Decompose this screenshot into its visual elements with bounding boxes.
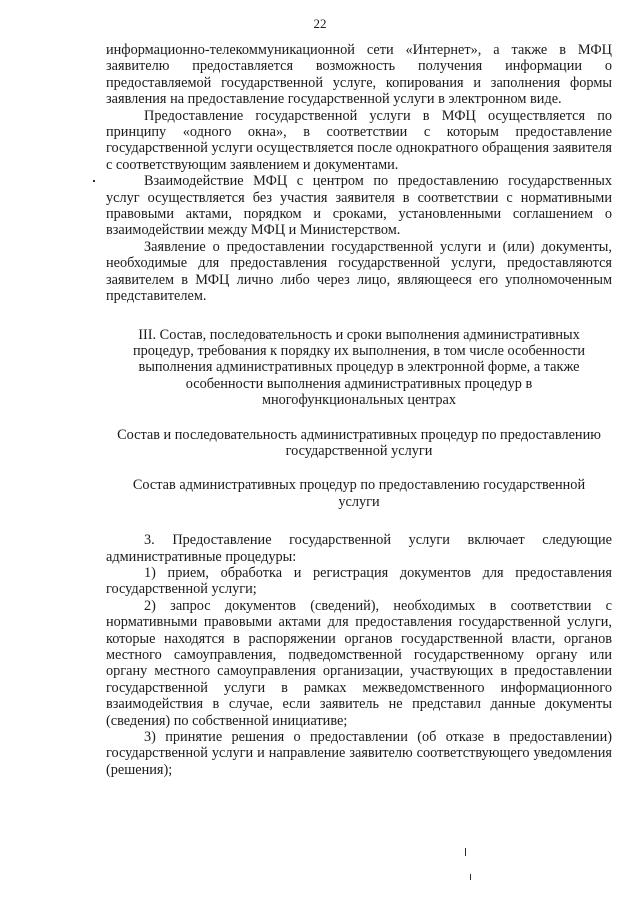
paragraph-application-submission: Заявление о предоставлении государственной услуги и (или) документы, необходимые для предоставления государственной услуги, предоставляются заявителем в МФЦ лично либо через лицо, являющееся его уполномоченным представителем. bbox=[106, 238, 612, 305]
paragraph-interaction: Взаимодействие МФЦ с центром по предоставлению государственных услуг осуществляется без участия заявителя в соответствии с нормативными правовыми актами, порядком и сроками, установленными соглашением о взаимодействии между МФЦ и Министерством. bbox=[106, 173, 612, 239]
paragraph-intro-continuation: информационно-телекоммуникационной сети «Интернет», а также в МФЦ заявителю предоставляется возможность получения информации о предоставляемой государственной услуге, копирования и заполнения формы заявления на предоставление государственной услуги в электронном виде. bbox=[106, 42, 612, 108]
subheading-composition-sequence: Состав и последовательность административных процедур по предоставлению государственной услуги bbox=[117, 426, 601, 459]
list-item-1: 1) прием, обработка и регистрация документов для предоставления государственной услуги; bbox=[106, 564, 612, 598]
spacer bbox=[106, 510, 612, 532]
spacer bbox=[106, 305, 612, 327]
section-heading: III. Состав, последовательность и сроки выполнения административных процедур, требования к порядку их выполнения, в том числе особенности выполнения административных процедур в электронной форме, а также особенности выполнения административных процедур в многофункциональных центрах bbox=[132, 326, 586, 409]
list-item-3: 3) принятие решения о предоставлении (об отказе в предоставлении) государственной услуги и направление заявителю соответствующего уведомления (решения); bbox=[106, 729, 612, 778]
scan-speck bbox=[465, 848, 466, 856]
spacer bbox=[106, 459, 612, 477]
page-number: 22 bbox=[313, 16, 327, 31]
scan-speck bbox=[470, 874, 471, 880]
scan-speck bbox=[93, 180, 95, 182]
spacer bbox=[106, 409, 612, 427]
document-body bbox=[106, 42, 612, 778]
subheading-composition: Состав административных процедур по предоставлению государственной услуги bbox=[132, 477, 586, 510]
paragraph-one-window: Предоставление государственной услуги в МФЦ осуществляется по принципу «одного окна», в соответствии с которым предоставление государственной услуги осуществляется после однократного обращения заявителя с соответствующим заявлением и документами. bbox=[106, 107, 612, 173]
list-item-2: 2) запрос документов (сведений), необходимых в соответствии с нормативными правовыми актами для предоставления государственной услуги, которые находятся в распоряжении органов государственной власти, органов местного самоуправления, подведомственной государственному органу или органу местного самоуправления организации, участвующих в предоставлении государственной услуги в рамках межведомственного информационного взаимодействия в случае, если заявитель не представил данные документы (сведения) по собственной инициативе; bbox=[106, 597, 612, 729]
paragraph-item-3: 3. Предоставление государственной услуги включает следующие административные процедуры: bbox=[106, 532, 612, 565]
